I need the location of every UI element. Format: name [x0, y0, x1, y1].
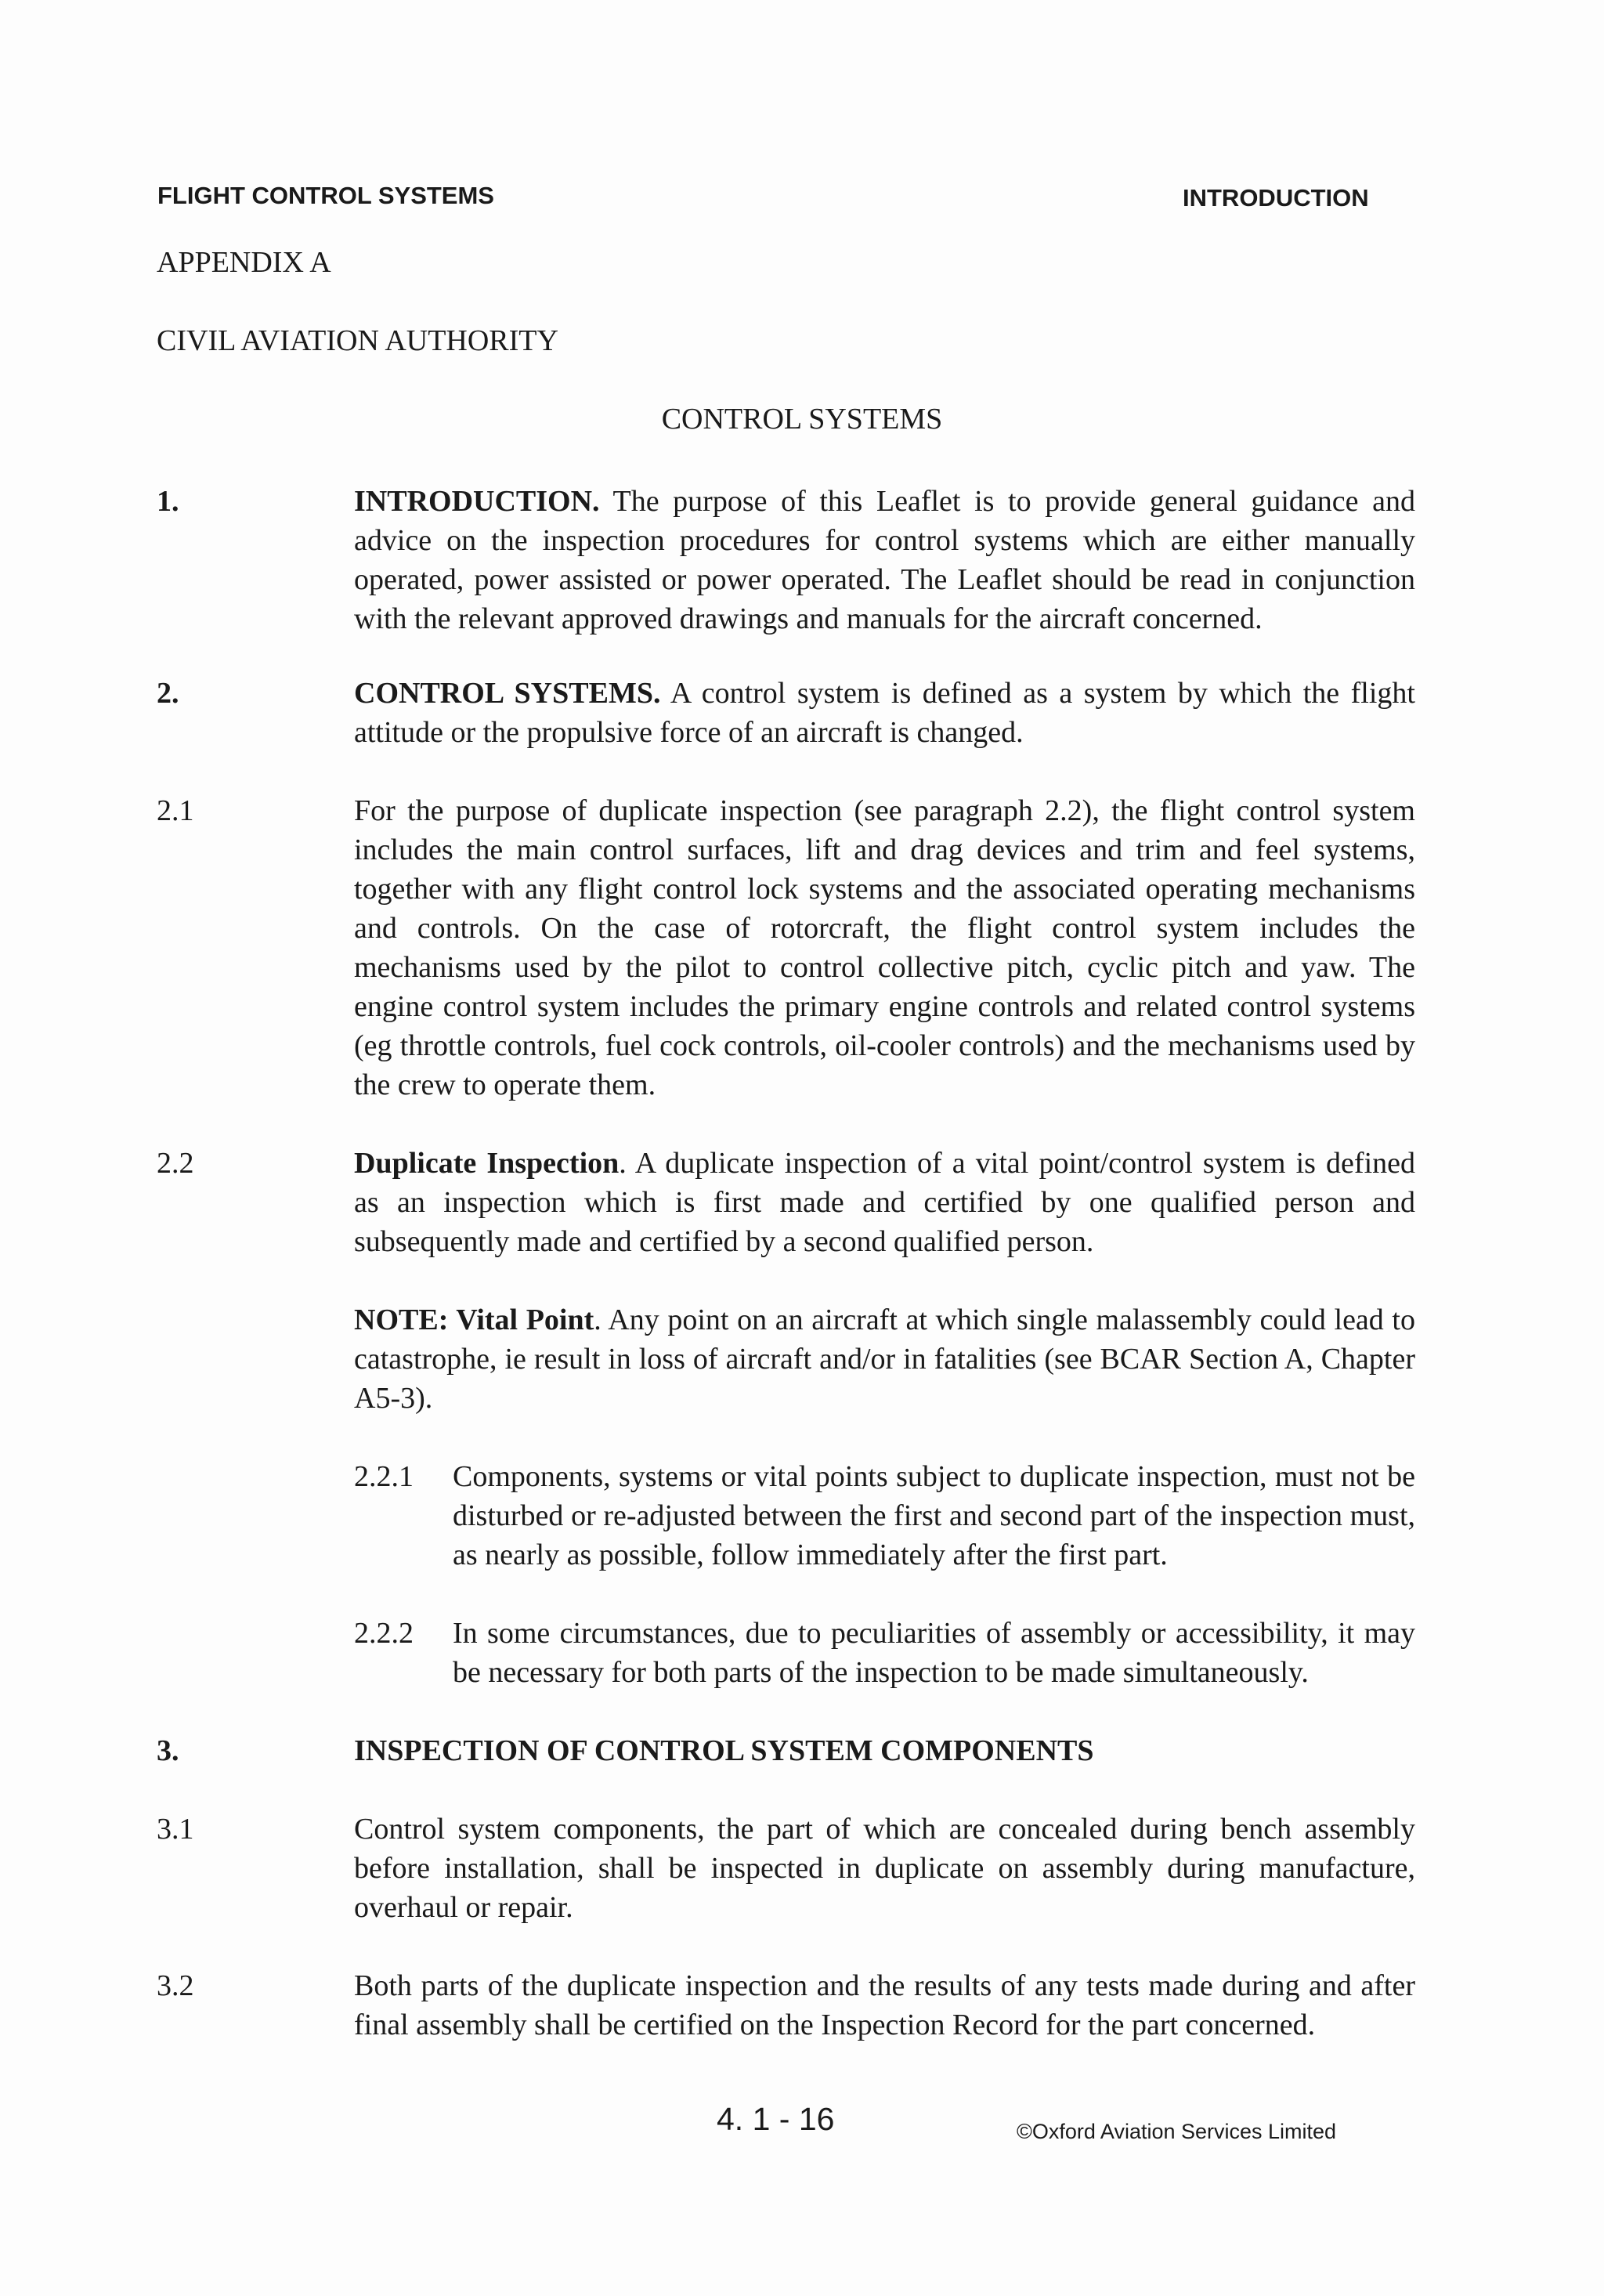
section-body: A control system is defined as a system by which the flight attitude or the propulsive force of an aircraft is changed.	[354, 677, 1415, 749]
appendix-label: APPENDIX A	[157, 246, 331, 279]
section-number: 2.2.1	[354, 1460, 414, 1493]
section-number: 3.	[157, 1734, 179, 1767]
authority-label: CIVIL AVIATION AUTHORITY	[157, 324, 558, 357]
section-heading: Duplicate Inspection	[354, 1147, 620, 1180]
section-3-1	[157, 1810, 1425, 1927]
section-number: 2.2	[157, 1147, 194, 1180]
section-3	[157, 1731, 1425, 1770]
section-number: 3.2	[157, 1969, 194, 2002]
note-term: Vital Point	[448, 1303, 594, 1336]
section-body: The purpose of this Leaflet is to provide general guidance and advice on the inspection procedures for control systems which are either manually operated, power assisted or power operated. The Leaflet should be read in conjunction with the relevant approved drawings and manuals for the aircraft concerned.	[354, 485, 1415, 635]
section-body: Control system components, the part of which are concealed during bench assembly before installation, shall be inspected in duplicate on assembly during manufacture, overhaul or repair.	[354, 1813, 1415, 1924]
section-2	[157, 674, 1425, 752]
section-heading: CONTROL SYSTEMS.	[354, 677, 661, 710]
note-body: . Any point on an aircraft at which single malassembly could lead to catastrophe, ie result in loss of aircraft and/or in fatalities (see BCAR Section A, Chapter A5-3).	[354, 1303, 1415, 1415]
vital-point-note	[354, 1300, 1415, 1418]
section-2-1	[157, 791, 1425, 1105]
section-body: Components, systems or vital points subject to duplicate inspection, must not be disturbed or re-adjusted between the first and second part of the inspection must, as nearly as possible, follow immediately after the first part.	[453, 1460, 1415, 1571]
section-number: 2.	[157, 677, 179, 710]
section-2-2-1	[354, 1457, 1425, 1575]
section-body: In some circumstances, due to peculiarities of assembly or accessibility, it may be necessary for both parts of the inspection to be made simultaneously.	[453, 1617, 1415, 1689]
section-number: 1.	[157, 485, 179, 518]
section-number: 2.1	[157, 794, 194, 827]
section-heading: INTRODUCTION.	[354, 485, 600, 518]
section-body: For the purpose of duplicate inspection (see paragraph 2.2), the flight control system includes the main control surfaces, lift and drag devices and trim and feel systems, together with any flight control lock systems and the associated operating mechanisms and controls. On the case of rotorcraft, the flight control system includes the mechanisms used by the pilot to control collective pitch, cyclic pitch and yaw. The engine control system includes the primary engine controls and related control systems (eg throttle controls, fuel cock controls, oil-cooler controls) and the mechanisms used by the crew to operate them.	[354, 794, 1415, 1101]
section-2-2-2	[354, 1614, 1425, 1692]
running-header-right: INTRODUCTION	[1183, 184, 1369, 212]
document-title: CONTROL SYSTEMS	[661, 403, 943, 436]
section-number: 2.2.2	[354, 1617, 414, 1650]
section-body: Both parts of the duplicate inspection and the results of any tests made during and after final assembly shall be certified on the Inspection Record for the part concerned.	[354, 1969, 1415, 2041]
page-number: 4. 1 - 16	[717, 2101, 835, 2137]
section-2-2	[157, 1144, 1425, 1261]
note-label: NOTE:	[354, 1303, 449, 1336]
section-text	[354, 482, 1415, 638]
section-3-2	[157, 1966, 1425, 2045]
section-text	[354, 674, 1415, 752]
running-header-left: FLIGHT CONTROL SYSTEMS	[157, 182, 494, 209]
section-body: . A duplicate inspection of a vital point/control system is defined as an inspection which is first made and certified by one qualified person and subsequently made and certified by a second qualified person.	[354, 1147, 1415, 1258]
section-1	[157, 482, 1425, 638]
section-number: 3.1	[157, 1813, 194, 1846]
section-text	[354, 1144, 1415, 1261]
copyright-notice: ©Oxford Aviation Services Limited	[1017, 2120, 1337, 2143]
section-heading: INSPECTION OF CONTROL SYSTEM COMPONENTS	[354, 1734, 1094, 1767]
